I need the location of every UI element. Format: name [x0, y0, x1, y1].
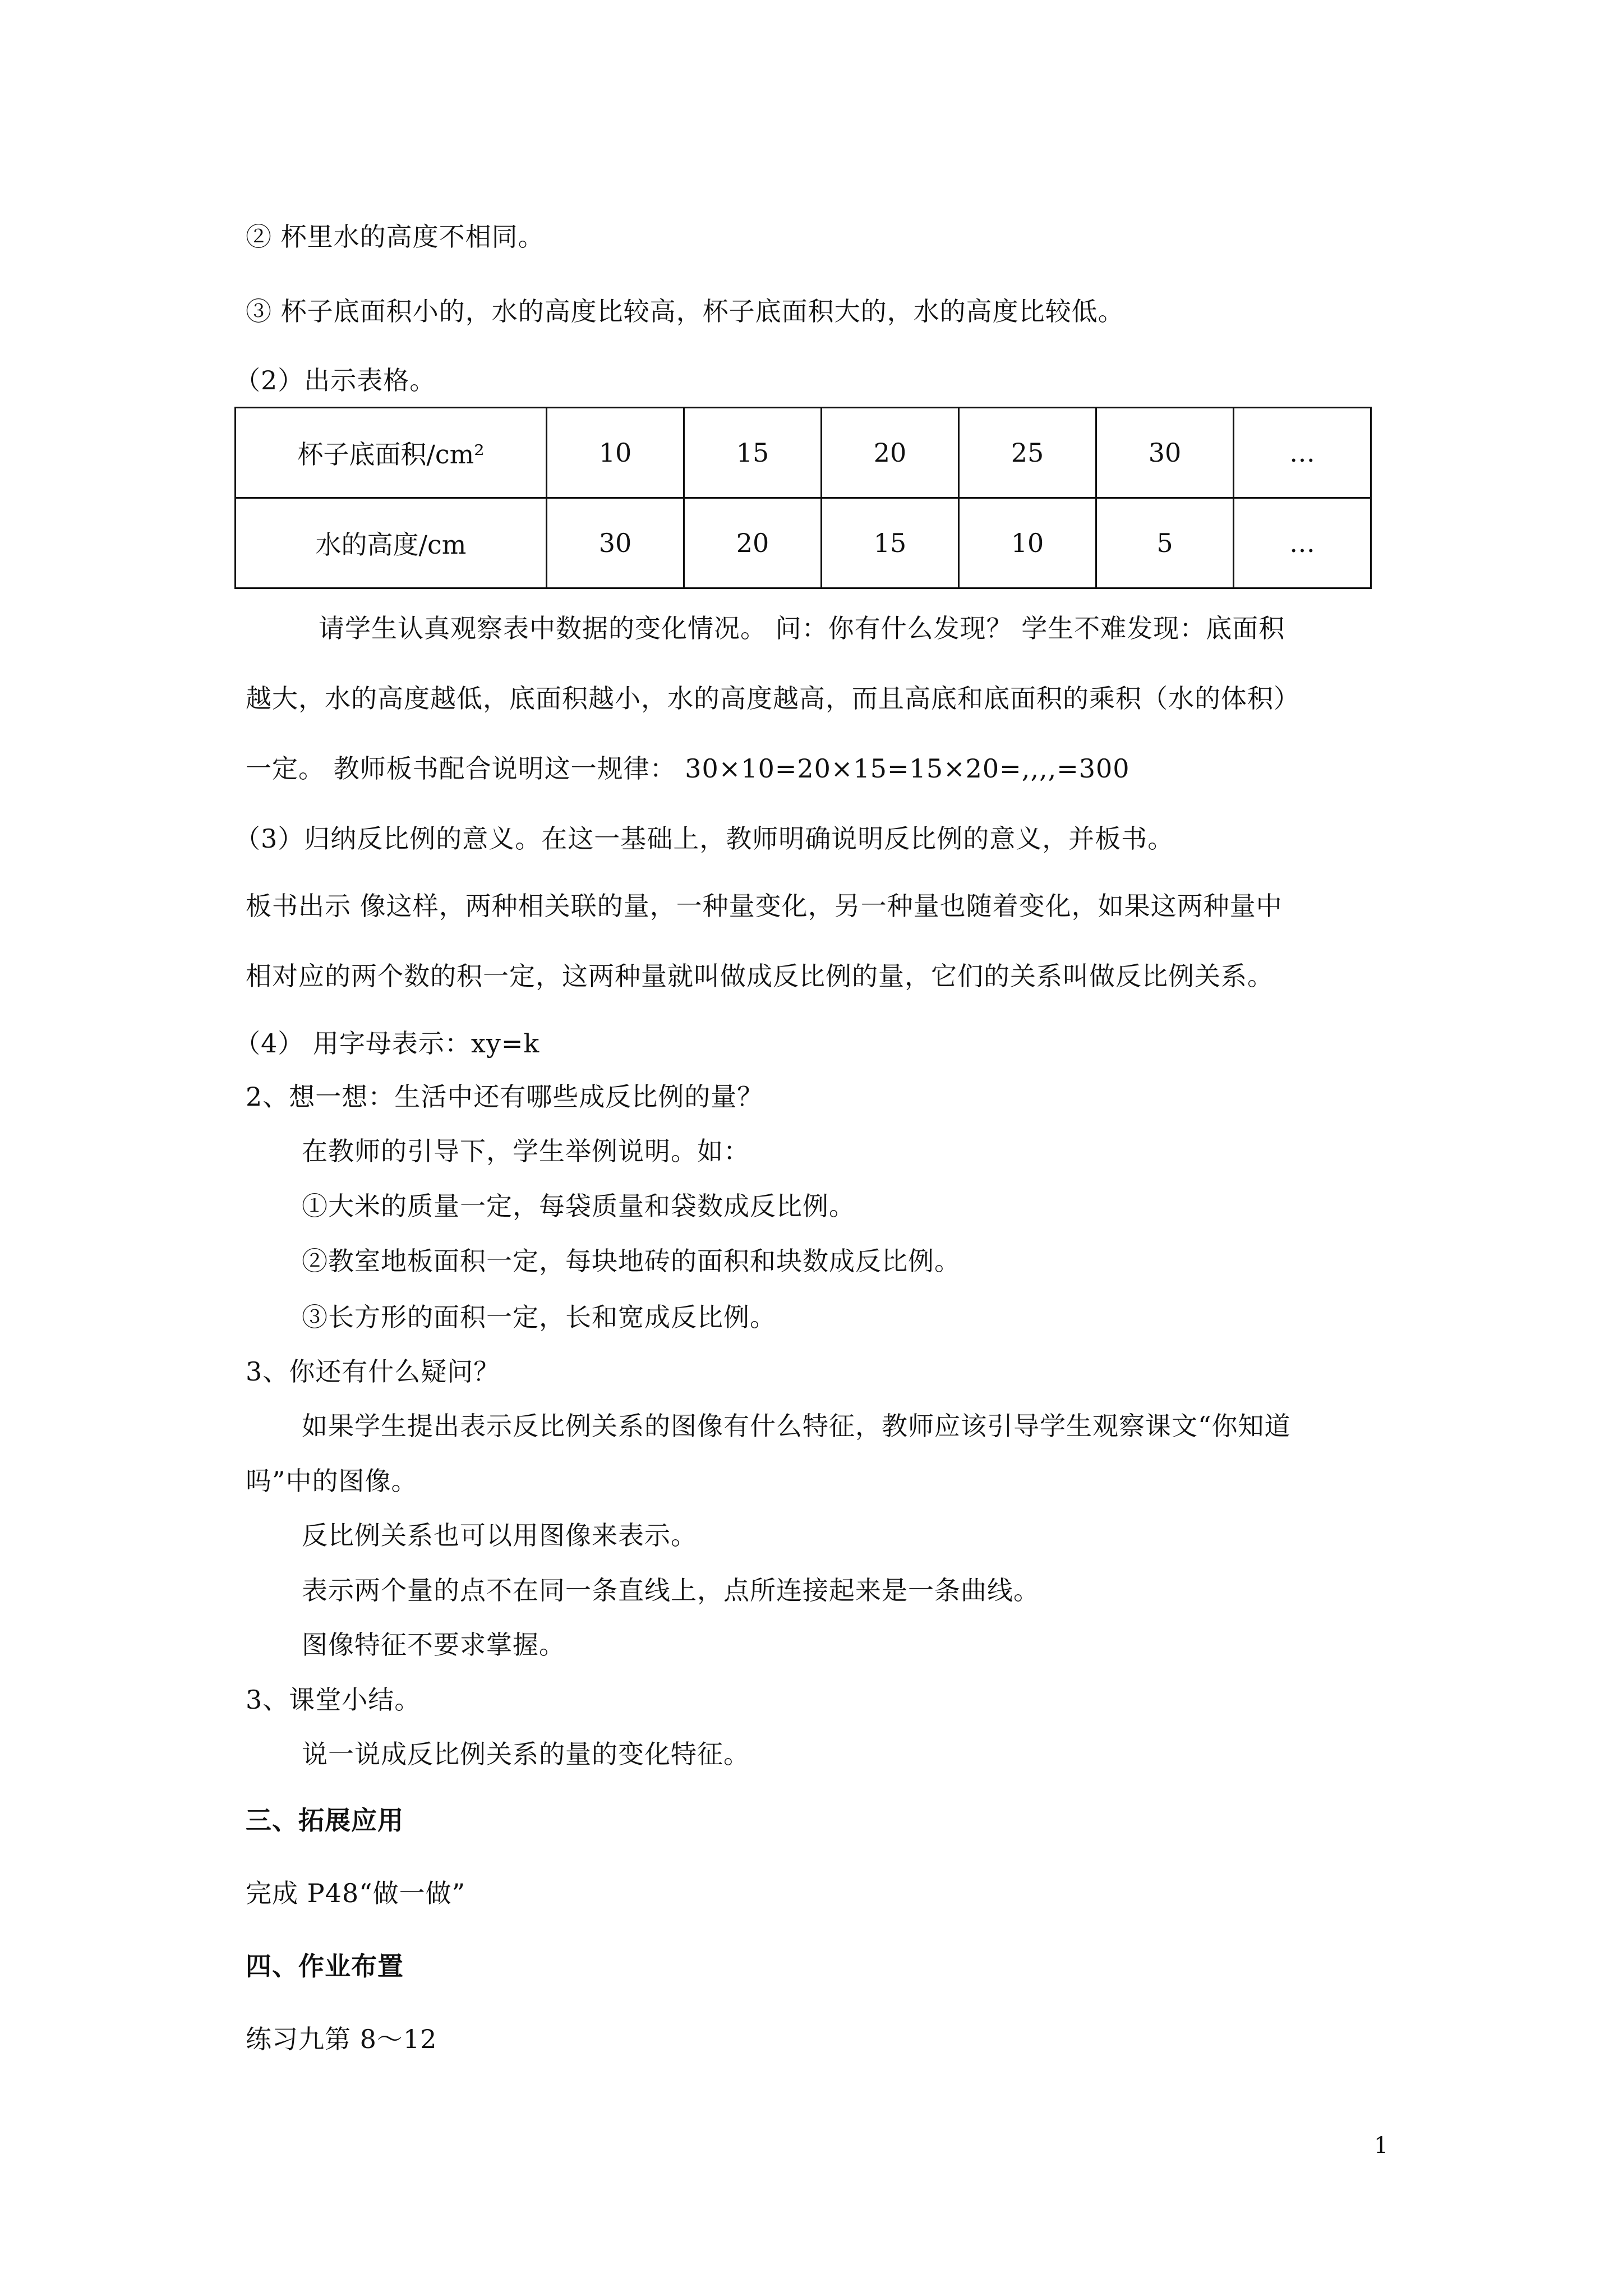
paragraph-line: 表示两个量的点不在同一条直线上，点所连接起来是一条曲线。 — [302, 1575, 1040, 1605]
data-table — [234, 407, 1372, 589]
page-number: 1 — [1374, 2133, 1389, 2159]
line-observation-2: ② 杯里水的高度不相同。 — [246, 222, 545, 252]
section-heading: 2、想一想：生活中还有哪些成反比例的量？ — [246, 1082, 764, 1112]
section-title-extension: 三、拓展应用 — [246, 1805, 404, 1835]
paragraph-line: （3）归纳反比例的意义。在这一基础上，教师明确说明反比例的意义，并板书。 — [234, 823, 1174, 854]
table-cell: … — [1234, 408, 1371, 498]
paragraph-line: 图像特征不要求掌握。 — [302, 1630, 565, 1660]
table-cell: 15 — [822, 498, 959, 588]
list-item: ③长方形的面积一定，长和宽成反比例。 — [302, 1302, 776, 1332]
paragraph-line: 完成 P48“做一做” — [246, 1878, 466, 1908]
table-cell: 水的高度/cm — [236, 498, 547, 588]
table-cell: 杯子底面积/cm² — [236, 408, 547, 498]
list-item: ①大米的质量一定，每袋质量和袋数成反比例。 — [302, 1191, 855, 1221]
line-show-table: （2）出示表格。 — [234, 365, 436, 395]
table-cell: 5 — [1096, 498, 1234, 588]
paragraph-line: 越大，水的高度越低，底面积越小，水的高度越高，而且高底和底面积的乘积（水的体积） — [246, 683, 1300, 714]
paragraph-line: （4） 用字母表示：xy=k — [234, 1028, 540, 1059]
section-heading: 3、课堂小结。 — [246, 1685, 421, 1715]
table-cell: 30 — [547, 498, 684, 588]
table-cell: 10 — [959, 498, 1096, 588]
table-cell: 10 — [547, 408, 684, 498]
paragraph-line: 练习九第 8～12 — [246, 2024, 437, 2054]
section-title-homework: 四、作业布置 — [246, 1951, 404, 1981]
paragraph-line: 板书出示 像这样，两种相关联的量，一种量变化，另一种量也随着变化，如果这两种量中 — [246, 891, 1283, 921]
list-item: ②教室地板面积一定，每块地砖的面积和块数成反比例。 — [302, 1246, 961, 1276]
section-heading: 3、你还有什么疑问？ — [246, 1356, 500, 1387]
paragraph-line: 相对应的两个数的积一定，这两种量就叫做成反比例的量，它们的关系叫做反比例关系。 — [246, 961, 1274, 991]
table-row — [236, 498, 1371, 588]
line-observation-3: ③ 杯子底面积小的，水的高度比较高，杯子底面积大的，水的高度比较低。 — [246, 296, 1124, 326]
table-cell: 20 — [684, 498, 822, 588]
table-cell: … — [1234, 498, 1371, 588]
paragraph-line: 在教师的引导下，学生举例说明。如： — [302, 1136, 750, 1166]
table-row — [236, 408, 1371, 498]
paragraph-line: 一定。 教师板书配合说明这一规律： 30×10=20×15=15×20=,,,,=300 — [246, 753, 1130, 784]
paragraph-line: 吗”中的图像。 — [246, 1466, 418, 1496]
paragraph-line: 反比例关系也可以用图像来表示。 — [302, 1520, 697, 1550]
table-cell: 30 — [1096, 408, 1234, 498]
table-cell: 20 — [822, 408, 959, 498]
table-cell: 25 — [959, 408, 1096, 498]
paragraph-line: 如果学生提出表示反比例关系的图像有什么特征，教师应该引导学生观察课文“你知道 — [302, 1411, 1291, 1441]
paragraph-line: 请学生认真观察表中数据的变化情况。 问：你有什么发现？ 学生不难发现：底面积 — [319, 613, 1285, 643]
table-cell: 15 — [684, 408, 822, 498]
paragraph-line: 说一说成反比例关系的量的变化特征。 — [302, 1739, 750, 1769]
